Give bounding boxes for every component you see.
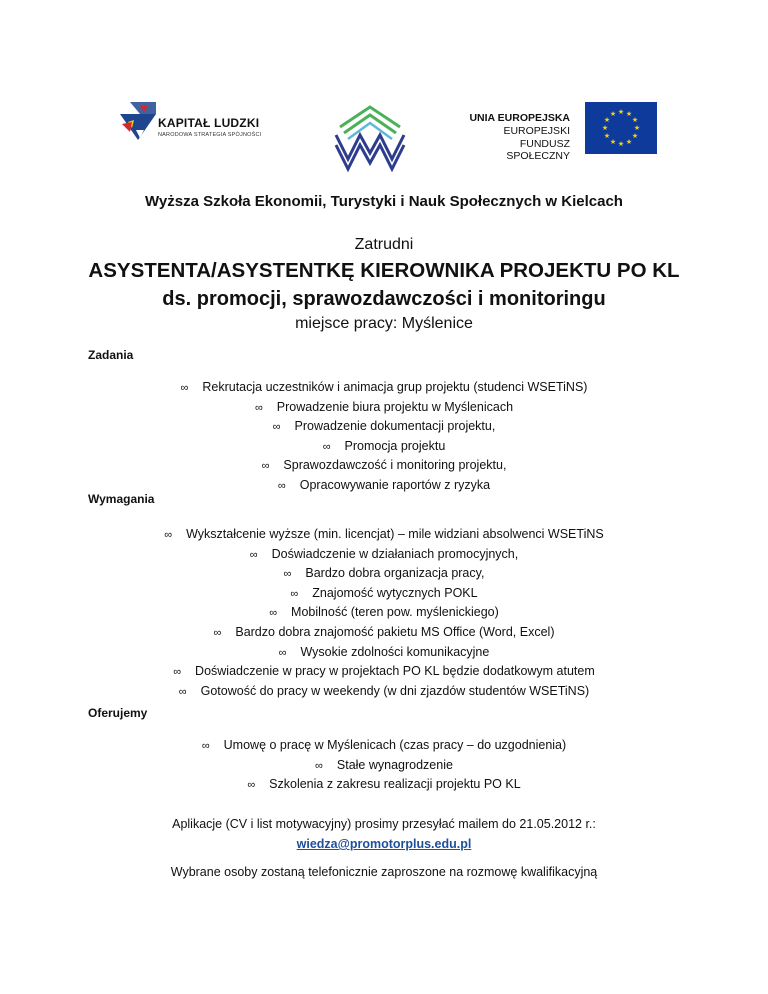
- bullet-icon: ∞: [249, 548, 258, 561]
- logo-bar: [0, 0, 768, 175]
- svg-text:★: ★: [625, 138, 633, 146]
- svg-text:★: ★: [631, 132, 639, 140]
- svg-text:★: ★: [633, 124, 641, 132]
- svg-text:★: ★: [631, 116, 639, 124]
- list-item: ∞ Promocja projektu: [0, 437, 768, 457]
- job-title: ASYSTENTA/ASYSTENTKĘ KIEROWNIKA PROJEKTU PO KL: [88, 259, 680, 282]
- bullet-icon: ∞: [247, 779, 256, 792]
- section-heading-oferujemy: Oferujemy: [88, 706, 148, 720]
- eu-line-1: UNIA EUROPEJSKA: [469, 112, 570, 124]
- svg-text:★: ★: [609, 110, 617, 118]
- bullet-icon: ∞: [213, 626, 222, 639]
- bullet-icon: ∞: [269, 607, 278, 620]
- svg-text:★: ★: [603, 132, 611, 140]
- svg-text:★: ★: [625, 110, 633, 118]
- section-heading-zadania: Zadania: [88, 348, 134, 362]
- list-item: ∞ Bardzo dobra znajomość pakietu MS Office (Word, Excel): [0, 623, 768, 643]
- list-item: ∞ Bardzo dobra organizacja pracy,: [0, 564, 768, 584]
- bullet-icon: ∞: [315, 759, 323, 772]
- list-item: ∞ Opracowywanie raportów z ryzyka: [0, 476, 768, 496]
- list-item: ∞ Stałe wynagrodzenie: [0, 756, 768, 776]
- list-item: ∞ Znajomość wytycznych POKL: [0, 584, 768, 604]
- bullet-icon: ∞: [283, 568, 292, 581]
- list-item: ∞ Wysokie zdolności komunikacyjne: [0, 643, 768, 663]
- list-item: ∞ Wykształcenie wyższe (min. licencjat) – mile widziani absolwenci WSETiNS: [0, 525, 768, 545]
- list-item: ∞ Szkolenia z zakresu realizacji projektu PO KL: [0, 775, 768, 795]
- svg-text:★: ★: [603, 116, 611, 124]
- list-item: ∞ Doświadczenie w działaniach promocyjnych,: [0, 545, 768, 565]
- email-link-wrapper: [0, 837, 768, 851]
- kapital-ludzki-subtitle: NARODOWA STRATEGIA SPÓJNOŚCI: [158, 132, 262, 138]
- eu-flag-icon: [585, 102, 657, 154]
- job-location: miejsce pracy: Myślenice: [295, 315, 473, 332]
- list-item: ∞ Prowadzenie dokumentacji projektu,: [0, 417, 768, 437]
- kapital-ludzki-name: KAPITAŁ LUDZKI: [158, 116, 260, 130]
- bullet-icon: ∞: [201, 740, 210, 752]
- school-name: Wyższa Szkoła Ekonomii, Turystyki i Nauk Społecznych w Kielcach: [145, 193, 623, 210]
- bullet-icon: ∞: [180, 382, 189, 394]
- bullet-icon: ∞: [278, 646, 287, 659]
- list-item: ∞ Gotowość do pracy w weekendy (w dni zjazdów studentów WSETiNS): [0, 682, 768, 702]
- svg-text:★: ★: [601, 124, 609, 132]
- bullet-icon: ∞: [272, 421, 281, 434]
- list-item: ∞ Sprawozdawczość i monitoring projektu,: [0, 456, 768, 476]
- svg-text:★: ★: [609, 138, 617, 146]
- list-item: ∞ Doświadczenie w pracy w projektach PO KL będzie dodatkowym atutem: [0, 662, 768, 682]
- list-item: ∞ Umowę o pracę w Myślenicach (czas pracy – do uzgodnienia): [0, 736, 768, 756]
- bullet-icon: ∞: [322, 440, 331, 453]
- svg-text:★: ★: [617, 140, 625, 148]
- wymagania-list: [0, 525, 768, 701]
- eu-line-2: EUROPEJSKI: [503, 125, 570, 137]
- list-item: ∞ Prowadzenie biura projektu w Myślenicach: [0, 398, 768, 418]
- bullet-icon: ∞: [173, 666, 182, 679]
- section-heading-wymagania: Wymagania: [88, 492, 155, 506]
- job-subtitle: ds. promocji, sprawozdawczości i monitoringu: [162, 288, 606, 310]
- list-item: ∞ Rekrutacja uczestników i animacja grup projektu (studenci WSETiNS): [0, 378, 768, 398]
- zadania-list: [0, 378, 768, 496]
- svg-text:★: ★: [617, 108, 625, 116]
- eu-line-3: FUNDUSZ SPOŁECZNY: [506, 138, 570, 162]
- closing-note: Wybrane osoby zostaną telefonicznie zaproszone na rozmowę kwalifikacyjną: [170, 865, 598, 879]
- list-item: ∞ Mobilność (teren pow. myślenickiego): [0, 603, 768, 623]
- bullet-icon: ∞: [178, 685, 187, 698]
- bullet-icon: ∞: [261, 460, 270, 473]
- hire-label: Zatrudni: [354, 236, 414, 253]
- application-instructions: Aplikacje (CV i list motywacyjny) prosimy przesyłać mailem do 21.05.2012 r.:: [172, 817, 596, 831]
- oferujemy-list: [0, 736, 768, 795]
- email-link[interactable]: wiedza@promotorplus.edu.pl: [296, 837, 472, 851]
- bullet-icon: ∞: [277, 479, 286, 492]
- bullet-icon: ∞: [164, 529, 173, 541]
- bullet-icon: ∞: [254, 401, 263, 414]
- bullet-icon: ∞: [290, 587, 299, 600]
- school-emblem-logo: [330, 103, 410, 173]
